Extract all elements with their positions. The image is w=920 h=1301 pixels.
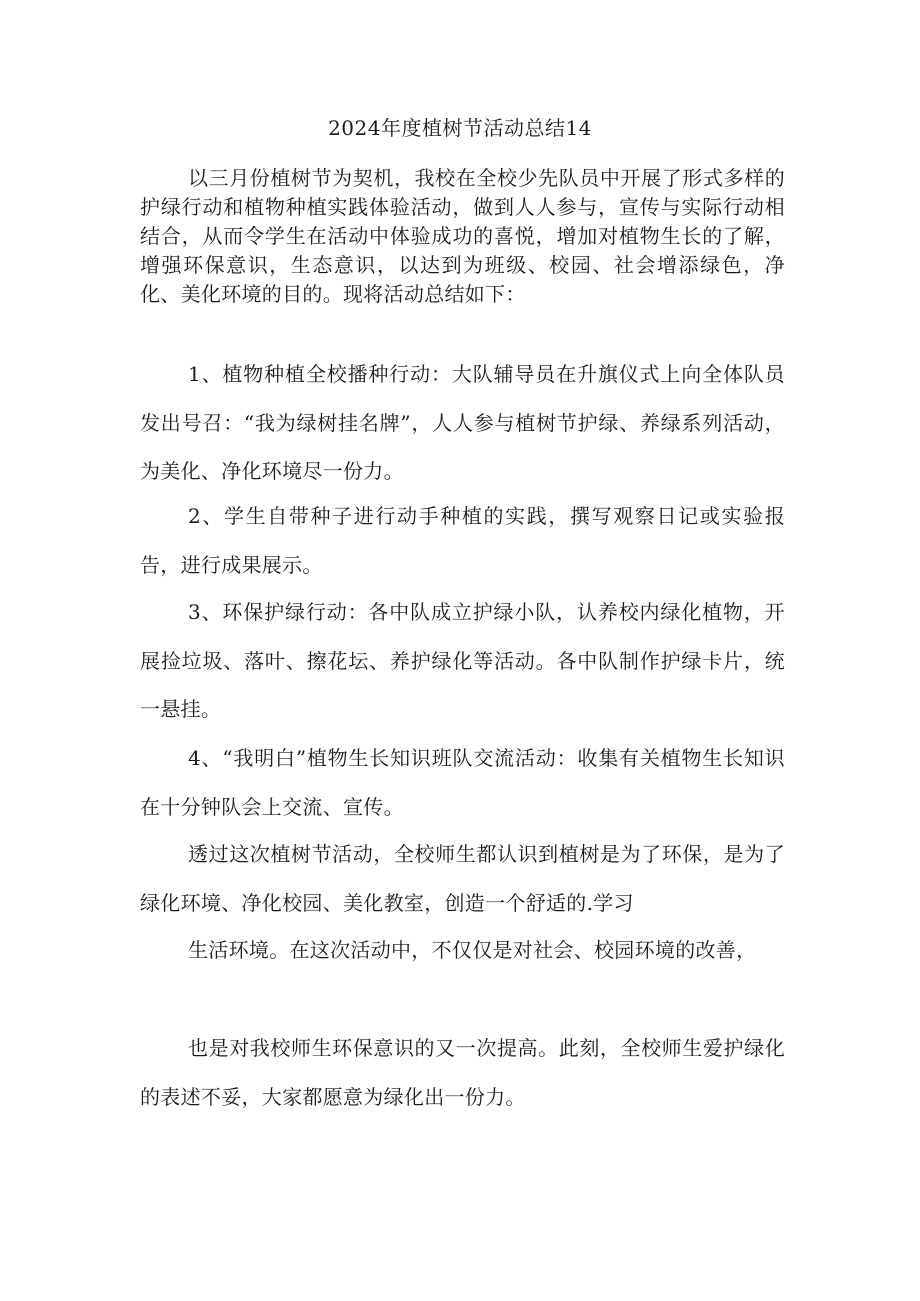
summary-paragraph-2: 生活环境。在这次活动中，不仅仅是对社会、校园环境的改善， xyxy=(188,938,757,962)
document-title: 2024年度植树节活动总结14 xyxy=(328,116,592,140)
item-3-paragraph: 3、环保护绿行动：各中队成立护绿小队，认养校内绿化植物，开展捡垃圾、落叶、擦花坛、养护绿化等活动。各中队制作护绿卡片，统一悬挂。 xyxy=(140,600,785,721)
item-4-paragraph: 4、“我明白”植物生长知识班队交流活动：收集有关植物生长知识在十分钟队会上交流、宣传。 xyxy=(140,746,785,819)
item-2-paragraph: 2、学生自带种子进行动手种植的实践，撰写观察日记或实验报告，进行成果展示。 xyxy=(140,504,785,577)
intro-paragraph: 以三月份植树节为契机，我校在全校少先队员中开展了形式多样的护绿行动和植物种植实践体验活动，做到人人参与，宣传与实际行动相结合，从而令学生在活动中体验成功的喜悦，增加对植物生长的了解，增强环保意识，生态意识，以达到为班级、校园、社会增添绿色，净化、美化环境的目的。现将活动总结如下： xyxy=(140,166,785,306)
summary-paragraph-3: 也是对我校师生环保意识的又一次提高。此刻，全校师生爱护绿化的表述不妥，大家都愿意为绿化出一份力。 xyxy=(140,1036,785,1109)
summary-paragraph-1: 透过这次植树节活动，全校师生都认识到植树是为了环保，是为了绿化环境、净化校园、美化教室，创造一个舒适的.学习 xyxy=(140,842,785,915)
item-1-paragraph: 1、植物种植全校播种行动：大队辅导员在升旗仪式上向全体队员发出号召：“我为绿树挂名牌”，人人参与植树节护绿、养绿系列活动，为美化、净化环境尽一份力。 xyxy=(140,362,785,483)
